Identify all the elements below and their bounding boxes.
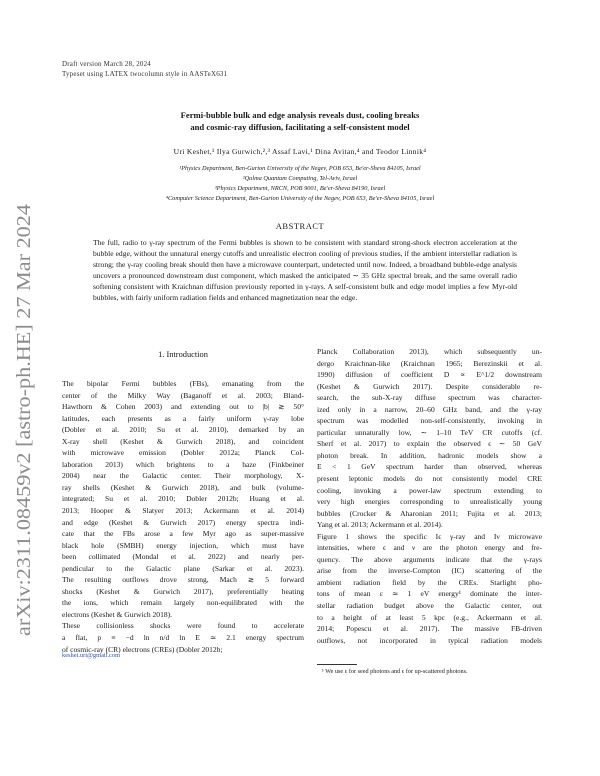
text-line: search, the sub-X-ray diffuse spectrum was character-: [317, 393, 542, 403]
text-line: These collisionless shocks were found to accelerate: [62, 621, 304, 631]
text-line: Yang et al. 2013; Ackermann et al. 2014).: [317, 520, 443, 530]
text-line: a flat, p ≡ −d ln n/d ln E ≃ 2.1 energy spectrum: [62, 633, 304, 643]
text-line: black hole (SMBH) energy injection, which must have: [62, 540, 304, 550]
text-line: ambient radiation field by the CREs. Starlight pho-: [317, 577, 542, 587]
text-line: cooling, invoking a power-law spectrum extending to: [317, 485, 542, 495]
draft-line: Draft version March 28, 2024: [62, 60, 151, 68]
text-line: arise from the inverse-Compton (IC) scattering of the: [317, 566, 542, 576]
text-line: The resulting outflows drove strong, Mach ≳ 5 forward: [62, 575, 304, 585]
text-line: stellar radiation budget above the Galactic center, out: [317, 601, 542, 611]
footnote-rule: [317, 664, 357, 665]
text-line: present leptonic models do not consistently model CRE: [317, 474, 542, 484]
arxiv-stamp-text: arXiv:2311.08459v2 [astro-ph.HE] 27 Mar 2024: [13, 246, 35, 636]
text-line: 2014; Popescu et al. 2017). The massive FB-driven: [317, 624, 542, 634]
text-line: spectrum was modelled non-self-consistently, invoking in: [317, 416, 542, 426]
title-line: Fermi-bubble bulk and edge analysis reveals dust, cooling breaks: [180, 110, 420, 120]
affiliation: ³Physics Department, NRCN, POB 9001, Be'er-Sheva 84190, Israel: [214, 185, 386, 192]
text-line: bubbles (Crocker & Aharonian 2011; Fujita et al. 2013;: [317, 508, 542, 518]
text-line: ray shells (Keshet & Gurwich 2018), and bulk (volume-: [62, 482, 304, 492]
text-line: with microwave emission (Dobler 2012a; Planck Col-: [62, 448, 304, 458]
text-line: shocks (Keshet & Gurwich 2017), preferentially heating: [62, 586, 304, 596]
text-line: intensities, where ϵ and ν are the photon energy and fre-: [317, 543, 542, 553]
text-line: integrated; Su et al. 2010; Dobler 2012b; Huang et al.: [62, 494, 304, 504]
text-line: and edge (Keshet & Gurwich 2017) energy spectra indi-: [62, 517, 304, 527]
text-line: quency. The above arguments indicate that the γ-rays: [317, 554, 542, 564]
text-line: X-ray shell (Keshet & Gurwich 2018), and coincident: [62, 436, 304, 446]
author-list: Uri Keshet,¹ Ilya Gurwich,²,³ Assaf Lavi,¹ Dina Avitan,⁴ and Teodor Linnik⁴: [173, 147, 427, 156]
text-line: dergo Kraichnan-like (Kraichnan 1965; Berezinskii et al.: [317, 358, 542, 368]
text-line: pendicular to the Galactic plane (Sarkar et al. 2023).: [62, 563, 304, 573]
text-line: latitudes, each presents as a fairly uniform γ-ray lobe: [62, 413, 304, 423]
text-line: Figure 1 shows the specific Iϵ γ-ray and Iν microwave: [317, 531, 542, 541]
text-line: ized only in a narrow, 20–60 GHz band, and the γ-ray: [317, 404, 542, 414]
abstract-text: The full, radio to γ-ray spectrum of the Fermi bubbles is shown to be consistent with standard strong-shock electron acceleration at the bubble edge, without the unnatural energy cutoffs and unrealistic electron cooling of previous studies, if the ambient interstellar radiation is strong; the γ-ray cooling break should then have a microwave counterpart, undetected until now. Indeed, a broadband bubble-edge analysis uncovers a pronounced downstream dust component, which masked the anticipated ∼ 35 GHz spectral break, and the same overall radio softening consistent with Kraichnan diffusion previously reported in γ-rays. A self-consistent bulk and edge model implies a few Myr-old bubbles, with fairly uniform radiation fields and enhanced magnetization near the edge.: [93, 238, 517, 302]
text-line: E < 1 GeV spectrum harder than observed, whereas: [317, 462, 542, 472]
section-heading: 1. Introduction: [158, 350, 208, 359]
text-line: Hawthorn & Cohen 2003) and extending out to |b| ≳ 50°: [62, 402, 304, 412]
text-line: electrons (Keshet & Gurwich 2018).: [62, 609, 173, 619]
email-link[interactable]: keshet.uri@gmail.com: [62, 652, 121, 659]
text-line: to a height of at least 5 kpc (e.g., Ackermann et al.: [317, 612, 542, 622]
text-line: center of the Milky Way (Baganoff et al. 2003; Bland-: [62, 390, 304, 400]
typeset-line: Typeset using LATEX twocolumn style in AASTeX631: [62, 70, 228, 78]
text-line: particular unnaturally low, ∼ 1–10 TeV CR cutoffs (cf.: [317, 427, 542, 437]
text-line: very high energies corresponding to unrealistically young: [317, 497, 542, 507]
text-line: of cosmic-ray (CR) electrons (CREs) (Dobler 2012b;: [62, 644, 223, 654]
text-line: Sherf et al. 2017) to explain the observed ϵ ∼ 50 GeV: [317, 439, 542, 449]
text-line: photon break. In addition, hadronic models show a: [317, 450, 542, 460]
text-line: 1990) diffusion of coefficient D ∝ E^1/2 downstream: [317, 370, 542, 380]
affiliation: ¹Physics Department, Ben-Gurion University of the Negev, POB 653, Be'er-Sheva 84105, Israel: [179, 165, 421, 172]
text-line: tons of mean ε ≃ 1 eV energy¹ dominate the inter-: [317, 589, 542, 599]
footnote: ¹ We use ε for seed photons and ϵ for up-scattered photons.: [322, 668, 468, 675]
paper-title: [100, 110, 500, 133]
text-line: outflows, not incorporated in typical radiation models: [317, 635, 542, 645]
text-line: (Dobler et al. 2010; Su et al. 2010), demarked by an: [62, 425, 304, 435]
text-line: Planck Collaboration 2013), which subsequently un-: [317, 347, 542, 356]
title-line: and cosmic-ray diffusion, facilitating a self-consistent model: [190, 121, 410, 132]
text-line: the ions, which remain largely non-equilibrated with the: [62, 598, 304, 608]
right-column: [317, 346, 542, 646]
affiliation: ²Qalma Quantum Computing, Tel-Aviv, Israel: [242, 175, 358, 182]
arxiv-stamp: [2, 200, 40, 640]
affiliation: ⁴Computer Science Department, Ben-Gurion University of the Negev, POB 653, Be'er-Sheva 84105, Israel: [165, 195, 435, 202]
text-line: (Keshet & Gurwich 2017). Despite considerable re-: [317, 381, 542, 391]
text-line: 2004) near the Galactic center. Their morphology, X-: [62, 471, 304, 481]
text-line: 2013; Hooper & Slatyer 2013; Ackermann et al. 2014): [62, 506, 304, 516]
text-line: The bipolar Fermi bubbles (FBs), emanating from the: [62, 379, 304, 388]
abstract-heading: ABSTRACT: [275, 221, 325, 231]
text-line: been collimated (Mondal et al. 2022) and nearly per-: [62, 552, 304, 562]
left-column: [62, 378, 304, 655]
text-line: laboration 2013) which brightens to a haze (Finkbeiner: [62, 459, 304, 469]
text-line: cate that the FBs arose a few Myr ago as super-massive: [62, 529, 304, 539]
